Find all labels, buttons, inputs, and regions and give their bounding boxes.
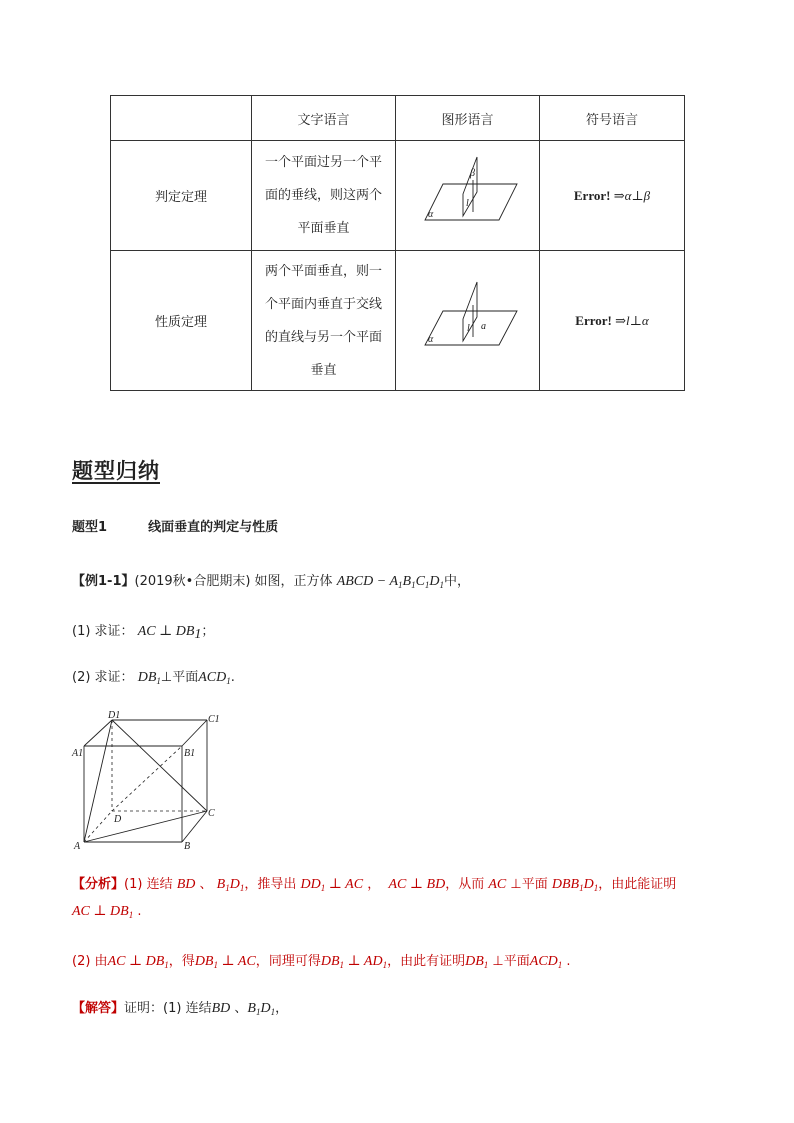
example-line: [72, 570, 470, 590]
label-l: l: [465, 197, 469, 209]
question-1: (1) 求证： AC ⊥ DB1；: [72, 624, 215, 642]
text-line: 个平面内垂直于交线: [264, 296, 382, 312]
perpendicular-planes-figure: [413, 279, 523, 359]
example-source: (2019秋•合肥期末): [134, 574, 251, 589]
vertex-D1: D1: [108, 710, 121, 721]
symbol-relation: ⇒α⊥β: [613, 187, 651, 203]
cube-name: ABCD − $A_1B_1C_1D_1$: [336, 574, 445, 590]
header-cell-text-language: 文字语言: [252, 96, 396, 141]
text-line: 两个平面垂直，则一: [264, 263, 382, 279]
perpendicular-planes-figure: [413, 154, 523, 234]
solution-line: 【解答】证明：(1) 连结BD 、$B_1D_1$，: [72, 1001, 289, 1017]
example-text: 如图，正方体: [254, 574, 333, 589]
vertex-C: C: [208, 808, 215, 819]
q2-expression: $DB_1$: [137, 670, 161, 686]
hidden-edge-AD: [84, 811, 112, 842]
header-cell-symbol-language: 符号语言: [540, 96, 685, 141]
text-line: 面的垂线，则这两个: [264, 188, 382, 203]
table-row-property: [111, 251, 685, 391]
analysis-line-3: (2) 由AC ⊥ $DB_1$，得$DB_1$ ⊥ AC，同理可得$DB_1$ ⊥ $AD_1$，由此有证明$DB_1$ ⊥平面$ACD_1$ .: [72, 954, 571, 970]
edge-BC: [182, 811, 207, 842]
row-name: 判定定理: [111, 141, 252, 251]
row-symbol: [540, 141, 685, 251]
type-title: 线面垂直的判定与性质: [148, 520, 279, 535]
row-figure: [396, 251, 540, 391]
example-tag: 【例1-1】: [72, 574, 135, 589]
vertex-D: D: [114, 814, 122, 825]
edge-B1C1: [182, 720, 207, 746]
symbol-relation: ⇒l⊥α: [615, 312, 649, 328]
row-text: [252, 141, 396, 251]
type-label: 题型1: [72, 520, 108, 535]
row-text: [252, 251, 396, 391]
vertex-A1: A1: [72, 748, 84, 759]
text-line: 垂直: [310, 362, 337, 378]
analysis-line-2: AC ⊥ $DB_1$ .: [72, 904, 142, 920]
table-header-row: [111, 96, 685, 141]
analysis-line-1: 【分析】(1) 连结 BD 、 $B_1D_1$，推导出 $DD_1$ ⊥ AC ， AC ⊥ BD，从而 AC ⊥平面 $DBB_1D_1$，由此能证明: [72, 877, 677, 893]
label-l: l: [466, 322, 470, 334]
row-name: 性质定理: [111, 251, 252, 391]
example-end: 中，: [444, 574, 471, 589]
vertex-A: A: [74, 841, 81, 850]
edge-AD1: [84, 720, 112, 842]
vertex-B1: B1: [184, 748, 196, 759]
text-line: 的直线与另一个平面: [264, 329, 382, 345]
symbol-error: Error!: [575, 312, 612, 328]
row-symbol: [540, 251, 685, 391]
solution-tag: 【解答】: [72, 1001, 125, 1016]
cube-figure: [70, 708, 220, 850]
text-line: 一个平面过另一个平: [264, 155, 382, 170]
header-cell-figure-language: 图形语言: [396, 96, 540, 141]
label-a: a: [480, 320, 486, 332]
edge-AC: [84, 811, 207, 842]
edge-A1D1: [84, 720, 112, 746]
hidden-edge-DB1: [112, 746, 182, 811]
vertex-C1: C1: [208, 714, 220, 725]
header-cell-empty: [111, 96, 252, 141]
symbol-error: Error!: [573, 187, 611, 203]
label-beta: β: [469, 167, 475, 179]
label-alpha: α: [427, 333, 433, 345]
table-row-criterion: [111, 141, 685, 251]
label-alpha: α: [427, 208, 433, 220]
plane-beta: [463, 282, 477, 341]
row-figure: [396, 141, 540, 251]
question-2: (2) 求证： $DB_1\perp$平面$ACD_1$.: [72, 670, 235, 686]
type-heading: [72, 516, 278, 535]
section-heading: 题型归纳: [72, 459, 160, 483]
analysis-tag: 【分析】: [72, 877, 125, 892]
q1-expression: AC ⊥ DB: [137, 624, 195, 639]
text-line: 平面垂直: [297, 221, 350, 236]
theorem-table: [110, 95, 685, 391]
vertex-B: B: [184, 841, 191, 850]
